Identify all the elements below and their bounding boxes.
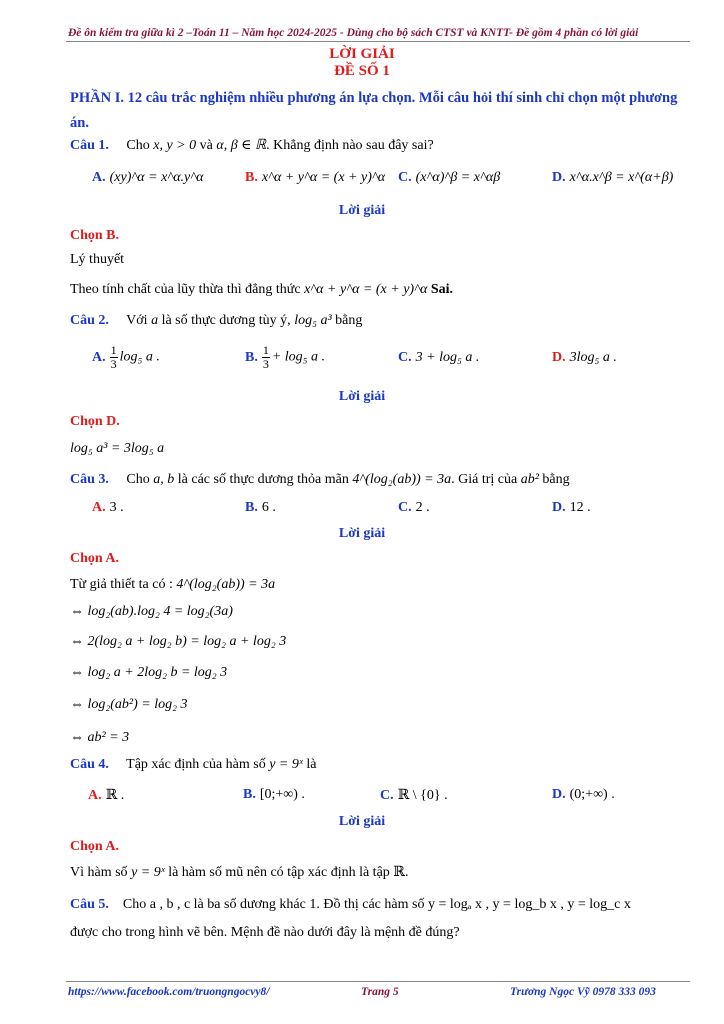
header-divider: [66, 41, 690, 42]
solution-text: log₅ a³ = 3log₅ a: [70, 441, 165, 456]
solution-step: ⇔ log₂(ab²) = log₂ 3: [70, 697, 188, 712]
solution-label: Lời giải: [338, 814, 386, 829]
option-a[interactable]: A. 3 .: [92, 500, 124, 515]
solution-step: ⇔ log₂(ab).log₂ 4 = log₂(3a): [70, 604, 233, 619]
option-b[interactable]: B. [0;+∞) .: [243, 787, 305, 802]
option-c[interactable]: C. ℝ \ {0} .: [380, 788, 448, 803]
question-5: Câu 5. Cho a , b , c là ba số dương khác 1. Đồ thị các hàm số y = logₐ x , y = log_b x , y = log_c x: [70, 897, 631, 912]
question-label: Câu 4.: [70, 757, 109, 772]
question-3: Câu 3. Cho a, b là các số thực dương thỏa mãn 4^(log₂(ab)) = 3a. Giá trị của ab² bằng: [70, 472, 570, 487]
option-d[interactable]: D. x^α.x^β = x^(α+β): [552, 170, 674, 185]
option-d[interactable]: D. 12 .: [552, 500, 591, 515]
option-b[interactable]: B. $\frac{1}{3}$ + log₅ a .: [245, 343, 326, 371]
answer-choice: Chọn B.: [70, 228, 120, 243]
footer-link[interactable]: https://www.facebook.com/truongngocvy8/: [68, 986, 270, 998]
part-heading: PHẦN I. 12 câu trắc nghiệm nhiều phương án lựa chọn. Mỗi câu hỏi thí sinh chỉ chọn một phương án.: [70, 90, 678, 131]
option-c[interactable]: C. 3 + log₅ a .: [398, 350, 480, 365]
exam-number: ĐỀ SỐ 1: [334, 63, 390, 79]
option-d[interactable]: D. (0;+∞) .: [552, 787, 615, 802]
option-c[interactable]: C. (x^α)^β = x^αβ: [398, 170, 501, 185]
option-b[interactable]: B. x^α + y^α = (x + y)^α: [245, 170, 386, 185]
question-label: Câu 3.: [70, 472, 109, 487]
question-label: Câu 2.: [70, 313, 109, 328]
page-number: Trang 5: [361, 986, 399, 998]
answer-choice: Chọn A.: [70, 551, 120, 566]
page-header: Đề ôn kiểm tra giữa kì 2 –Toán 11 – Năm học 2024-2025 - Dùng cho bộ sách CTST và KNTT- Đề gồm 4 phần có lời giải: [68, 27, 639, 39]
footer-author: Trương Ngọc Vỹ 0978 333 093: [510, 986, 656, 998]
option-a[interactable]: A. ℝ .: [88, 788, 125, 803]
solution-label: Lời giải: [338, 526, 386, 541]
solution-title: LỜI GIẢI: [329, 46, 395, 62]
option-d[interactable]: D. 3log₅ a .: [552, 350, 617, 365]
question-1: Câu 1. Cho x, y > 0 và α, β ∈ ℝ. Khẳng định nào sau đây sai?: [70, 138, 434, 153]
solution-text: Lý thuyết: [70, 252, 125, 267]
question-label: Câu 5.: [70, 897, 109, 912]
option-b[interactable]: B. 6 .: [245, 500, 276, 515]
solution-text: Theo tính chất của lũy thừa thì đẳng thức x^α + y^α = (x + y)^α Sai.: [70, 282, 454, 297]
footer-divider: [66, 981, 690, 982]
solution-text: Vì hàm số y = 9ˣ là hàm số mũ nên có tập xác định là tập ℝ.: [70, 865, 409, 880]
question-4: Câu 4. Tập xác định của hàm số y = 9ˣ là: [70, 757, 317, 772]
solution-label: Lời giải: [338, 203, 386, 218]
answer-choice: Chọn D.: [70, 414, 120, 429]
option-c[interactable]: C. 2 .: [398, 500, 430, 515]
solution-label: Lời giải: [338, 389, 386, 404]
solution-step: ⇔ log₂ a + 2log₂ b = log₂ 3: [70, 665, 228, 680]
solution-step: ⇔ ab² = 3: [70, 730, 130, 745]
option-a[interactable]: A. $\frac{1}{3}$ log₅ a .: [92, 343, 160, 371]
solution-text: Từ giả thiết ta có : 4^(log₂(ab)) = 3a: [70, 577, 276, 592]
question-label: Câu 1.: [70, 138, 109, 153]
question-5-continued: được cho trong hình vẽ bên. Mệnh đề nào dưới đây là mệnh đề đúng?: [70, 925, 460, 940]
option-a[interactable]: A. (xy)^α = x^α.y^α: [92, 170, 204, 185]
solution-step: ⇔ 2(log₂ a + log₂ b) = log₂ a + log₂ 3: [70, 634, 287, 649]
question-2: Câu 2. Với a là số thực dương tùy ý, log₅ a³ bằng: [70, 313, 363, 328]
answer-choice: Chọn A.: [70, 839, 120, 854]
